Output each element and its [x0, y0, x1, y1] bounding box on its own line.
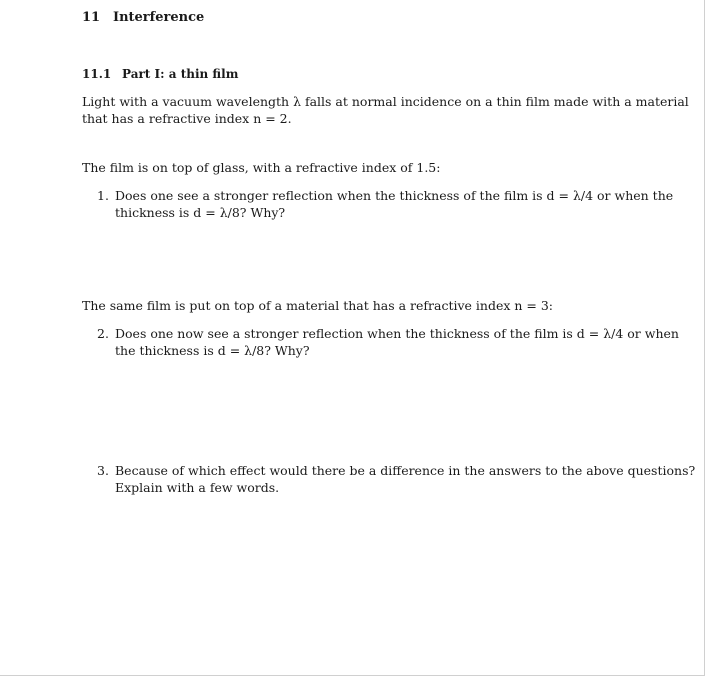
material-setup-text: The same film is put on top of a material that has a refractive index n = 3: — [82, 298, 554, 313]
question-2-line-1: Does one now see a stronger reflection when the thickness of the film is d = λ/4 or when — [115, 326, 679, 341]
question-2-line-2: the thickness is d = λ/8? Why? — [115, 343, 310, 358]
glass-setup-paragraph — [82, 159, 642, 176]
question-1-number: 1. — [97, 188, 109, 203]
question-3-number: 3. — [97, 463, 109, 478]
subsection-number: 11.1 — [82, 67, 112, 81]
section-number: 11 — [82, 10, 101, 25]
material-setup-paragraph — [82, 297, 642, 314]
question-3-line-2: Explain with a few words. — [115, 480, 280, 495]
question-1-line-2: thickness is d = λ/8? Why? — [115, 205, 286, 220]
section-title: Interference — [113, 10, 205, 25]
question-3-line-1: Because of which effect would there be a difference in the answers to the above questions? — [115, 463, 696, 478]
section-heading — [82, 10, 204, 25]
question-2 — [97, 325, 679, 359]
question-1 — [97, 187, 674, 221]
question-3 — [97, 462, 696, 496]
intro-line-1: Light with a vacuum wavelength λ falls at normal incidence on a thin film made with a material — [82, 94, 689, 109]
intro-line-2: that has a refractive index n = 2. — [82, 111, 292, 126]
question-2-number: 2. — [97, 326, 109, 341]
subsection-heading — [82, 67, 238, 81]
glass-setup-text: The film is on top of glass, with a refractive index of 1.5: — [82, 160, 441, 175]
intro-paragraph — [82, 93, 689, 127]
subsection-title: Part I: a thin film — [122, 67, 239, 81]
question-1-line-1: Does one see a stronger reflection when the thickness of the film is d = λ/4 or when the — [115, 188, 674, 203]
